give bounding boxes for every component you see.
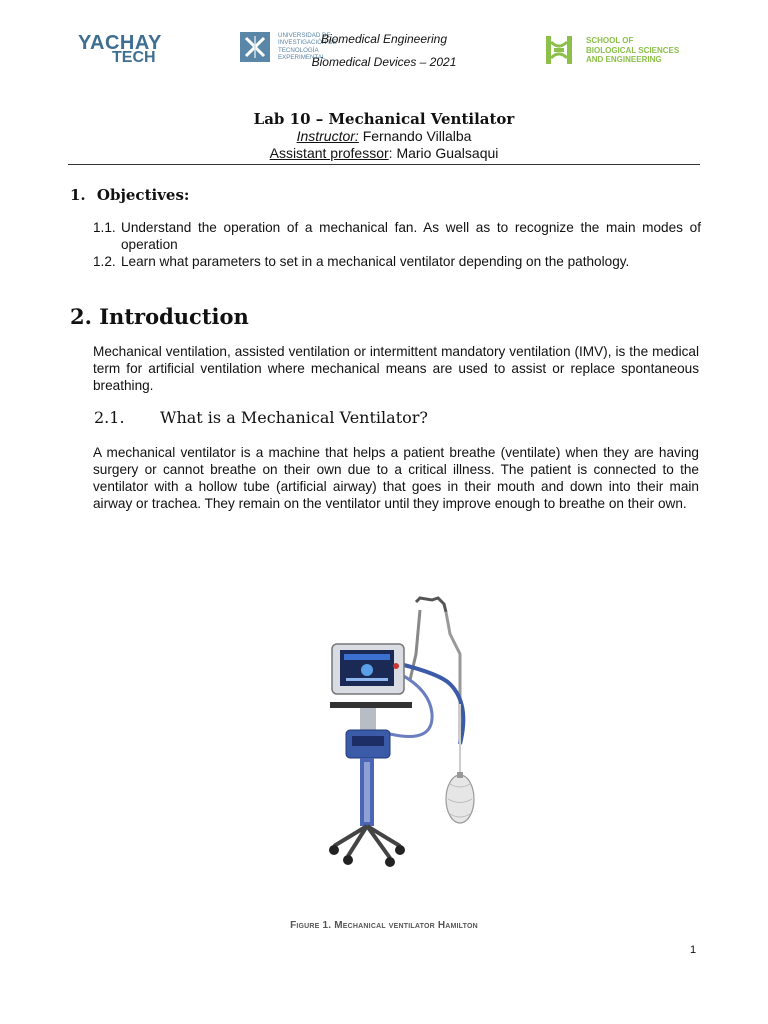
instructor-name: Fernando Villalba bbox=[358, 128, 472, 144]
school-text-line3: AND ENGINEERING bbox=[586, 55, 662, 65]
subsection-paragraph: A mechanical ventilator is a machine that helps a patient breathe (ventilate) when they are having surgery or cannot breathe on their own due to a critical illness. The patient is connected to the ventilator with a hollow tube (artificial airway) that goes in their mouth and down into their main airway or trachea. They remain on the ventilator until they improve enough to breathe on their own. bbox=[93, 445, 699, 511]
objective-text: Learn what parameters to set in a mechanical ventilator depending on the pathology. bbox=[121, 254, 630, 269]
objective-text: Understand the operation of a mechanical fan. As well as to recognize the main modes of operation bbox=[121, 220, 701, 252]
title-divider bbox=[68, 164, 700, 165]
page-title: Lab 10 – Mechanical Ventilator bbox=[253, 110, 515, 128]
objectives-heading bbox=[70, 186, 189, 204]
subsection-number: 2.1. bbox=[94, 408, 125, 427]
objective-num: 1.2. bbox=[93, 254, 116, 269]
subsection-heading: What is a Mechanical Ventilator? bbox=[160, 408, 428, 427]
instructor-line bbox=[0, 128, 768, 144]
logo-name-line1: YACHAY bbox=[78, 32, 162, 54]
objective-item bbox=[93, 219, 701, 253]
objectives-heading-num: 1. bbox=[70, 186, 86, 204]
school-text-line1: SCHOOL OF bbox=[586, 36, 634, 45]
logo-university-text: UNIVERSIDAD DE INVESTIGACIÓN DE TECNOLOGÍA EXPERIMENTAL bbox=[278, 32, 337, 62]
school-text-line2: BIOLOGICAL SCIENCES bbox=[586, 45, 680, 55]
school-logo-icon bbox=[546, 34, 572, 66]
objective-item bbox=[93, 253, 701, 270]
objective-num: 1.1. bbox=[93, 220, 116, 235]
objectives-heading-text: Objectives: bbox=[96, 186, 190, 204]
logo-name-line2: TECH bbox=[112, 49, 156, 66]
assistant-label: Assistant professor bbox=[269, 145, 389, 161]
assistant-name: : Mario Gualsaqui bbox=[388, 145, 499, 161]
introduction-heading: 2. Introduction bbox=[70, 304, 249, 329]
instructor-label: Instructor: bbox=[296, 128, 359, 144]
ventilator-image bbox=[320, 594, 490, 876]
figure-caption: Figure 1. Mechanical ventilator Hamilton bbox=[290, 920, 478, 931]
introduction-paragraph: Mechanical ventilation, assisted ventilation or intermittent mandatory ventilation (IMV), is the medical term for artificial ventilation where mechanical means are used to assist or replace spontaneous breathing. bbox=[93, 344, 699, 393]
header-course: Biomedical Devices – 2021 bbox=[311, 55, 457, 69]
header-department: Biomedical Engineering bbox=[320, 32, 448, 46]
page-number: 1 bbox=[690, 944, 697, 956]
assistant-line bbox=[0, 145, 768, 161]
